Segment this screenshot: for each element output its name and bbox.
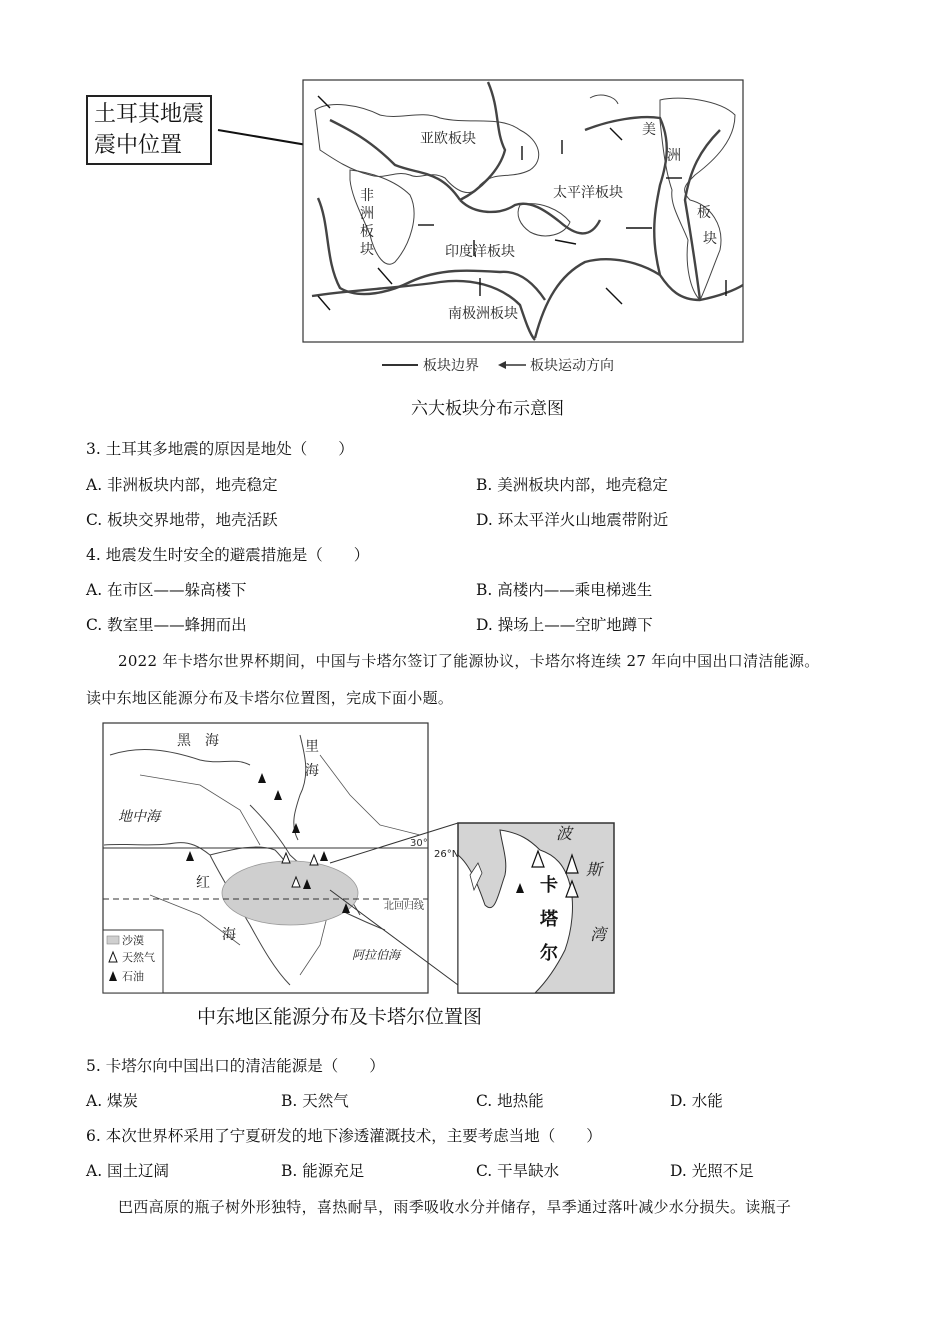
- label-antarctic-plate: 南极洲板块: [448, 306, 518, 322]
- q6-option-c[interactable]: C. 干旱缺水: [476, 1162, 560, 1180]
- q4-stem: 4. 地震发生时安全的避震措施是（ ）: [86, 546, 370, 564]
- label-tropic: 北回归线: [384, 901, 424, 912]
- label-lat-30: 30°: [410, 838, 428, 849]
- q3-option-a[interactable]: A. 非洲板块内部，地壳稳定: [86, 476, 278, 494]
- q4-option-c[interactable]: C. 教室里——蜂拥而出: [86, 616, 247, 634]
- label-caspian-1: 里: [305, 739, 319, 755]
- label-american-2: 洲: [667, 148, 681, 164]
- q5-option-a[interactable]: A. 煤炭: [86, 1092, 139, 1110]
- label-caspian-2: 海: [305, 763, 319, 779]
- inset-lat-label: 26°N: [434, 849, 460, 860]
- figure2-caption: 中东地区能源分布及卡塔尔位置图: [197, 1006, 483, 1028]
- q5-option-d[interactable]: D. 水能: [670, 1092, 723, 1110]
- inset-label-wan: 湾: [590, 925, 607, 944]
- qatar-label-2: 塔: [540, 909, 558, 930]
- label-african-3: 板: [360, 224, 374, 240]
- label-black-sea-1: 黑: [177, 733, 191, 749]
- q5-option-b[interactable]: B. 天然气: [281, 1092, 349, 1110]
- label-american-4: 块: [703, 231, 717, 247]
- q5-stem: 5. 卡塔尔向中国出口的清洁能源是（ ）: [86, 1057, 385, 1075]
- desert-area: [222, 861, 358, 925]
- legend-motion-text: 板块运动方向: [530, 358, 614, 374]
- q6-option-d[interactable]: D. 光照不足: [670, 1162, 754, 1180]
- q6-stem: 6. 本次世界杯采用了宁夏研发的地下渗透灌溉技术，主要考虑当地（ ）: [86, 1127, 602, 1145]
- callout-line-1: 土耳其地震: [94, 102, 205, 127]
- q6-option-a[interactable]: A. 国土辽阔: [86, 1162, 170, 1180]
- label-eurasian-plate: 亚欧板块: [420, 131, 476, 147]
- q3-stem: 3. 土耳其多地震的原因是地处（ ）: [86, 440, 354, 458]
- label-american-3: 板: [697, 205, 711, 221]
- label-african-1: 非: [360, 188, 374, 204]
- legend-desert-text: 沙漠: [122, 934, 144, 947]
- label-black-sea-2: 海: [205, 733, 219, 749]
- inset-label-si: 斯: [586, 860, 603, 879]
- label-mediterranean: 地中海: [118, 809, 160, 825]
- label-arabian-sea: 阿拉伯海: [352, 948, 401, 962]
- q3-option-c[interactable]: C. 板块交界地带，地壳活跃: [86, 511, 278, 529]
- plate-map: [0, 0, 950, 420]
- passage1-line2: 读中东地区能源分布及卡塔尔位置图，完成下面小题。: [86, 689, 454, 707]
- legend-gas-text: 天然气: [122, 951, 155, 964]
- figure1-caption: 六大板块分布示意图: [411, 399, 564, 419]
- callout-line-2: 震中位置: [94, 133, 183, 158]
- middle-east-map: [0, 715, 950, 1000]
- passage1-line1: 2022 年卡塔尔世界杯期间，中国与卡塔尔签订了能源协议，卡塔尔将连续 27 年向中国出口清洁能源。: [118, 652, 820, 670]
- passage2-line1: 巴西高原的瓶子树外形独特，喜热耐旱，雨季吸收水分并储存，旱季通过落叶减少水分损失。读瓶子: [118, 1198, 792, 1216]
- legend-boundary-text: 板块边界: [423, 358, 479, 374]
- legend-oil-text: 石油: [122, 970, 144, 983]
- q4-option-a[interactable]: A. 在市区——躲高楼下: [86, 581, 247, 599]
- q3-option-d[interactable]: D. 环太平洋火山地震带附近: [476, 511, 669, 529]
- q5-option-c[interactable]: C. 地热能: [476, 1092, 544, 1110]
- label-african-2: 洲: [360, 206, 374, 222]
- label-indian-plate: 印度洋板块: [445, 244, 515, 260]
- label-african-4: 块: [360, 242, 374, 258]
- label-pacific-plate: 太平洋板块: [553, 185, 623, 201]
- inset-label-bo: 波: [556, 824, 573, 843]
- q6-option-b[interactable]: B. 能源充足: [281, 1162, 365, 1180]
- label-american-1: 美: [642, 122, 656, 138]
- q4-option-d[interactable]: D. 操场上——空旷地蹲下: [476, 616, 653, 634]
- qatar-label-3: 尔: [540, 943, 558, 964]
- legend-desert-swatch: [107, 936, 119, 944]
- q4-option-b[interactable]: B. 高楼内——乘电梯逃生: [476, 581, 653, 599]
- label-red-sea-2: 海: [222, 927, 236, 943]
- qatar-label-1: 卡: [540, 875, 558, 896]
- q3-option-b[interactable]: B. 美洲板块内部，地壳稳定: [476, 476, 668, 494]
- label-red-sea-1: 红: [196, 875, 210, 891]
